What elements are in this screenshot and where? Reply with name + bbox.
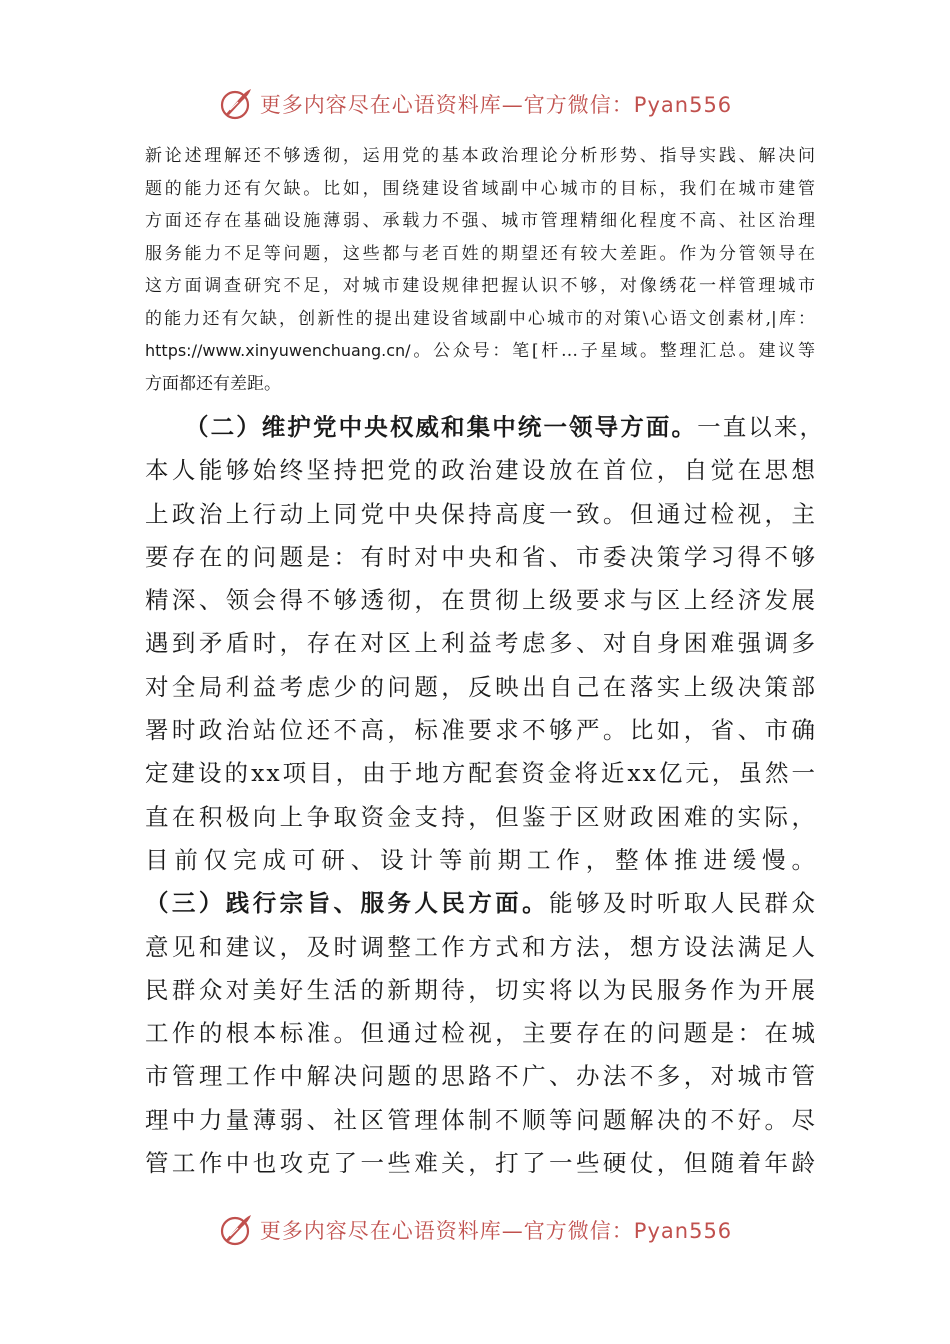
- text-line: 意见和建议，及时调整工作方式和方法，想方设法满足人: [145, 932, 817, 961]
- body-text: [145, 406, 826, 1185]
- url-suffix: 。公众号：笔[杆…子星域。整理汇总。建议等: [410, 341, 815, 361]
- text-line: 直在积极向上争取资金支持，但鉴于区财政困难的实际，: [145, 802, 817, 831]
- section-three-first-line: [145, 882, 817, 925]
- text-line: 本人能够始终坚持把党的政治建设放在首位，自觉在思想: [145, 456, 817, 485]
- watermark-text: 更多内容尽在心语资料库—官方微信：Pyan556: [259, 1219, 733, 1243]
- source-url: https://www.xinyuwenchuang.cn/: [145, 341, 411, 360]
- text-line: 这方面调查研究不足，对城市建设规律把握认识不够，对像绣花一样管理城市: [145, 276, 815, 296]
- text-line: 上政治上行动上同党中央保持高度一致。但通过检视，主: [145, 499, 817, 528]
- watermark-header: [0, 84, 950, 124]
- text-line: 署时政治站位还不高，标准要求不够严。比如，省、市确: [145, 716, 817, 745]
- text-line: 的能力还有欠缺，创新性的提出建设省域副中心城市的对策\心语文创素材,|库：: [145, 308, 815, 329]
- url-line: [145, 335, 815, 368]
- text-line: 民群众对美好生活的新期待，切实将以为民服务作为开展: [145, 975, 817, 1004]
- text-line: 目前仅完成可研、设计等前期工作，整体推进缓慢。: [145, 845, 817, 874]
- text-line: 方面都还有差距。: [145, 373, 281, 394]
- quill-logo-icon: [218, 1212, 254, 1248]
- text-line: 市管理工作中解决问题的思路不广、办法不多，对城市管: [145, 1062, 817, 1091]
- text-line: 管工作中也攻克了一些难关，打了一些硬仗，但随着年龄: [145, 1149, 817, 1178]
- text-line: 新论述理解还不够透彻，运用党的基本政治理论分析形势、指导实践、解决问: [145, 146, 815, 166]
- text-line: 理中力量薄弱、社区管理体制不顺等问题解决的不好。尽: [145, 1105, 817, 1134]
- text-line: 定建设的xx项目，由于地方配套资金将近xx亿元，虽然一: [145, 759, 817, 788]
- text-line: 精深、领会得不够透彻，在贯彻上级要求与区上经济发展: [145, 586, 817, 615]
- text-line: 遇到矛盾时，存在对区上利益考虑多、对自身困难强调多: [145, 629, 817, 658]
- intro-paragraph: [145, 140, 815, 400]
- text-line: 方面还存在基础设施薄弱、承载力不强、城市管理精细化程度不高、社区治理: [145, 211, 815, 231]
- text-line: 服务能力不足等问题，这些都与老百姓的期望还有较大差距。作为分管领导在: [145, 243, 815, 264]
- section-two-first-line: [145, 406, 825, 449]
- quill-logo-icon: [218, 86, 254, 122]
- watermark-text: 更多内容尽在心语资料库—官方微信：Pyan556: [259, 93, 733, 117]
- section-three-heading: （三）践行宗旨、服务人民方面。: [145, 889, 550, 918]
- text-line: 对全局利益考虑少的问题，反映出自己在落实上级决策部: [145, 672, 817, 701]
- text-line: 要存在的问题是：有时对中央和省、市委决策学习得不够: [145, 542, 817, 571]
- text-line: 工作的根本标准。但通过检视，主要存在的问题是：在城: [145, 1019, 817, 1048]
- section-two-lead: 一直以来，: [697, 413, 826, 441]
- section-two-heading: （二）维护党中央权威和集中统一领导方面。: [185, 413, 698, 441]
- text-line: 题的能力还有欠缺。比如，围绕建设省域副中心城市的目标，我们在城市建管: [145, 178, 815, 199]
- watermark-footer: [0, 1210, 950, 1250]
- section-three-lead: 能够及时听取人民群众: [549, 889, 817, 918]
